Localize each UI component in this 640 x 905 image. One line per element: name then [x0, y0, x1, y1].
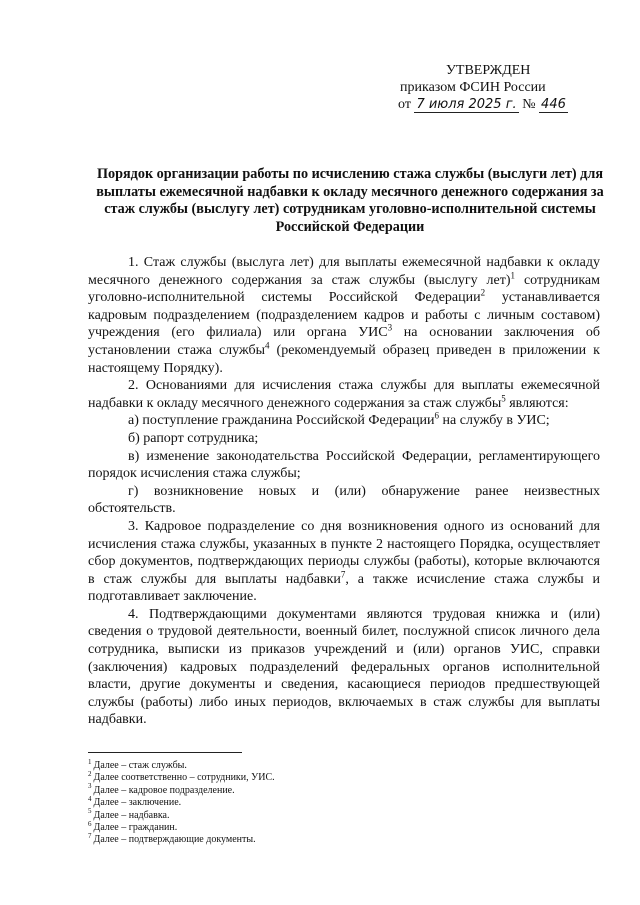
- approval-prefix: от: [398, 97, 411, 112]
- footnote: $^5$ Далее – надбавка.: [88, 807, 170, 821]
- list-item-v: в) изменение законодательства Российской Федерации, регламентирующего порядок исчисления стажа службы;: [88, 448, 600, 482]
- footnote: $^3$ Далее – кадровое подразделение.: [88, 782, 235, 796]
- approval-date-line: [398, 96, 598, 113]
- approval-order-line: приказом ФСИН России: [400, 80, 546, 95]
- paragraph-1: 1. Стаж службы (выслуга лет) для выплаты ежемесячной надбавки к окладу месячного денежного содержания за стаж службы (выслугу лет)$^1$ сотрудникам уголовно-исполнительной системы Российской Федерации$^2$ устанавливается кадровым подразделением (подразделением кадров и работы с личным составом) учреждения (его филиала) или органа УИС$^3$ на основании заключения об установлении стажа службы$^4$ (рекомендуемый образец приведен в приложении к настоящему Порядку).: [88, 255, 600, 376]
- approval-stamp-block: [398, 62, 598, 113]
- footnote-ref: 6: [434, 410, 440, 421]
- footnote-ref: 4: [265, 340, 270, 351]
- footnotes: [88, 757, 388, 847]
- approval-heading: УТВЕРЖДЕН: [446, 63, 531, 78]
- document-body: [88, 254, 600, 729]
- footnote-ref: 1: [510, 269, 516, 280]
- paragraph-2: 2. Основаниями для исчисления стажа службы для выплаты ежемесячной надбавки к окладу месячного денежного содержания за стаж службы$^5$ являются:: [88, 378, 600, 411]
- footnote-ref: 5: [501, 393, 506, 404]
- footnote-separator: [88, 752, 242, 753]
- list-item-g: г) возникновение новых и (или) обнаружение ранее неизвестных обстоятельств.: [88, 483, 600, 517]
- document-title: Порядок организации работы по исчислению стажа службы (выслуги лет) для выплаты ежемесячной надбавки к окладу месячного денежного содержания за стаж службы (выслугу лет) сотрудникам уголовно-исполнительной системы Российской Федерации: [96, 166, 604, 235]
- footnote: $^2$ Далее соответственно – сотрудники, УИС.: [88, 770, 275, 784]
- footnote: $^7$ Далее – подтверждающие документы.: [88, 832, 256, 846]
- handwritten-order-number: 446: [541, 97, 566, 112]
- paragraph-4: 4. Подтверждающими документами являются трудовая книжка и (или) сведения о трудовой деятельности, военный билет, послужной список личного дела сотрудника, выписки из приказов учреждений и (или) органов УИС, справки (заключения) кадровых подразделений федеральных органов исполнительной власти, другие документы и сведения, касающиеся периодов предшествующей службы (работы) либо иных периодов, включаемых в стаж службы для выплаты надбавки.: [88, 606, 600, 728]
- footnote-ref: 2: [480, 287, 486, 298]
- footnote-ref: 3: [387, 322, 393, 333]
- list-item-b: б) рапорт сотрудника;: [128, 430, 259, 446]
- footnote-ref: 7: [340, 569, 346, 580]
- approval-number-label: №: [522, 97, 536, 112]
- footnote: $^6$ Далее – гражданин.: [88, 819, 178, 834]
- handwritten-date: 7 июля 2025 г.: [416, 97, 517, 112]
- footnote: $^4$ Далее – заключение.: [88, 794, 182, 809]
- list-item-a: а) поступление гражданина Российской Федерации$^6$ на службу в УИС;: [128, 410, 550, 429]
- footnote: $^1$ Далее – стаж службы.: [88, 757, 187, 771]
- paragraph-3: 3. Кадровое подразделение со дня возникновения одного из оснований для исчисления стажа службы, указанных в пункте 2 настоящего Порядка, осуществляет сбор документов, подтверждающих периоды службы (работы), которые включаются в стаж службы для выплаты надбавки$^7$, а также исчисление стажа службы и подготавливает заключение.: [88, 518, 601, 605]
